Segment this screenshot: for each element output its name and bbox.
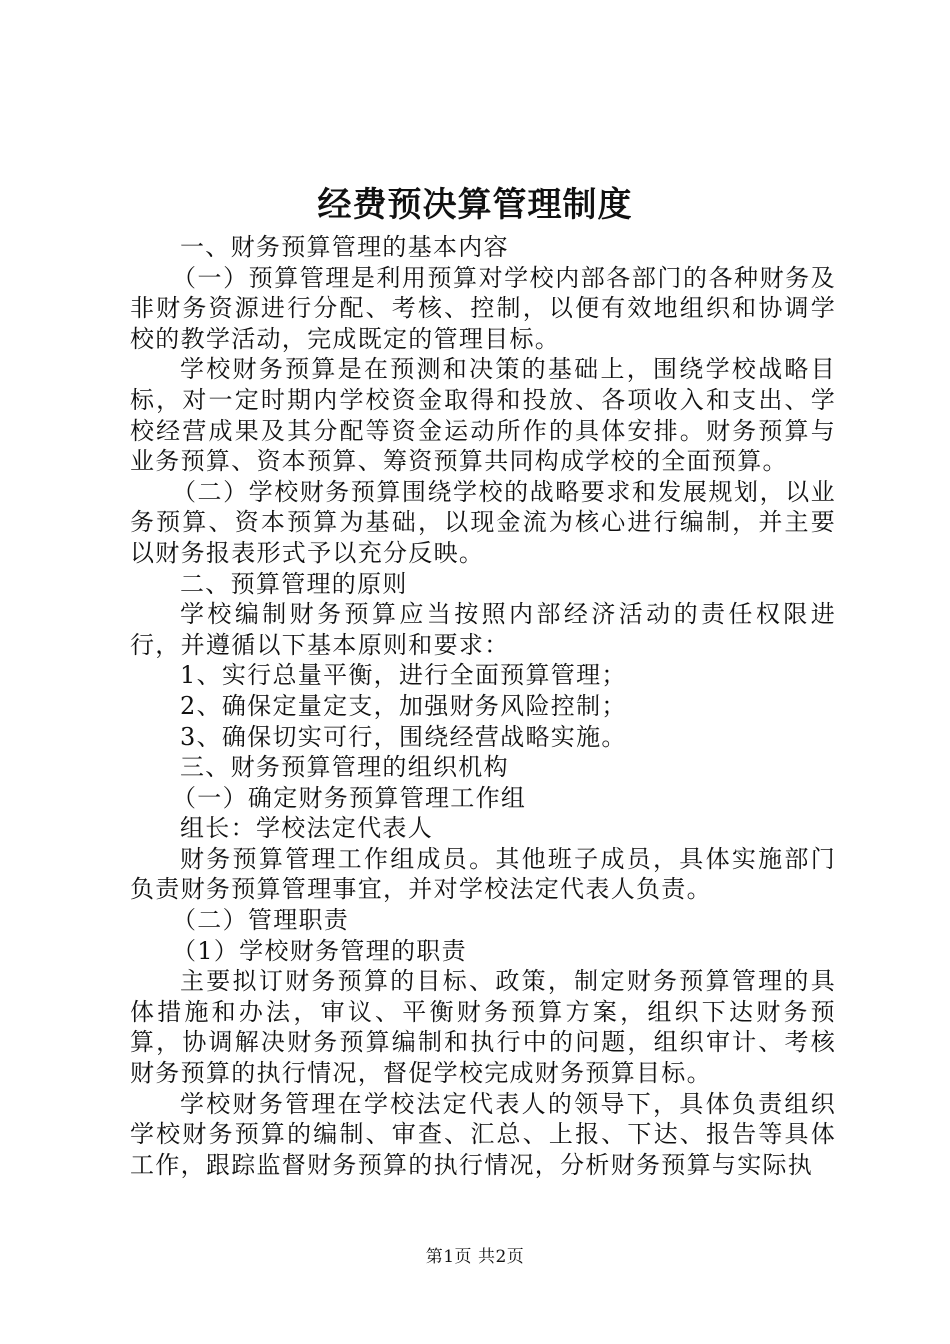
paragraph: 财务预算管理工作组成员。其他班子成员，具体实施部门负责财务预算管理事宜，并对学校法定代表人负责。 [130,844,836,904]
paragraph: 三、财务预算管理的组织机构 [180,753,509,782]
paragraph: （1）学校财务管理的职责 [172,936,467,965]
paragraph: 学校财务预算是在预测和决策的基础上，围绕学校战略目标，对一定时期内学校资金取得和投放、各项收入和支出、学校经营成果及其分配等资金运动所作的具体安排。财务预算与业务预算、资本预算、筹资预算共同构成学校的全面预算。 [130,355,836,476]
paragraph: 学校财务管理在学校法定代表人的领导下，具体负责组织学校财务预算的编制、审查、汇总、上报、下达、报告等具体工作，跟踪监督财务预算的执行情况，分析财务预算与实际执 [130,1089,836,1179]
paragraph: 二、预算管理的原则 [180,569,408,598]
page-footer: 第1页 共2页 [425,1247,525,1267]
paragraph: 组长：学校法定代表人 [180,814,433,843]
paragraph: （二）学校财务预算围绕学校的战略要求和发展规划，以业务预算、资本预算为基础，以现金流为核心进行编制，并主要以财务报表形式予以充分反映。 [130,477,836,567]
paragraph: 一、财务预算管理的基本内容 [180,233,509,261]
paragraph: 1、实行总量平衡，进行全面预算管理； [180,661,627,690]
paragraph: （一）预算管理是利用预算对学校内部各部门的各种财务及非财务资源进行分配、考核、控制，以便有效地组织和协调学校的教学活动，完成既定的管理目标。 [130,263,836,353]
paragraph: 学校编制财务预算应当按照内部经济活动的责任权限进行，并遵循以下基本原则和要求： [130,600,836,659]
paragraph: 主要拟订财务预算的目标、政策，制定财务预算管理的具体措施和办法，审议、平衡财务预算方案，组织下达财务预算，协调解决财务预算编制和执行中的问题，组织审计、考核财务预算的执行情况，督促学校完成财务预算目标。 [130,967,836,1088]
document-body [130,232,836,1180]
document-title: 经费预决算管理制度 [317,185,633,225]
paragraph: 3、确保切实可行，围绕经营战略实施。 [180,722,627,751]
paragraph: （一）确定财务预算管理工作组 [172,783,527,812]
paragraph: （二）管理职责 [172,906,350,935]
paragraph: 2、确保定量定支，加强财务风险控制； [180,691,627,720]
